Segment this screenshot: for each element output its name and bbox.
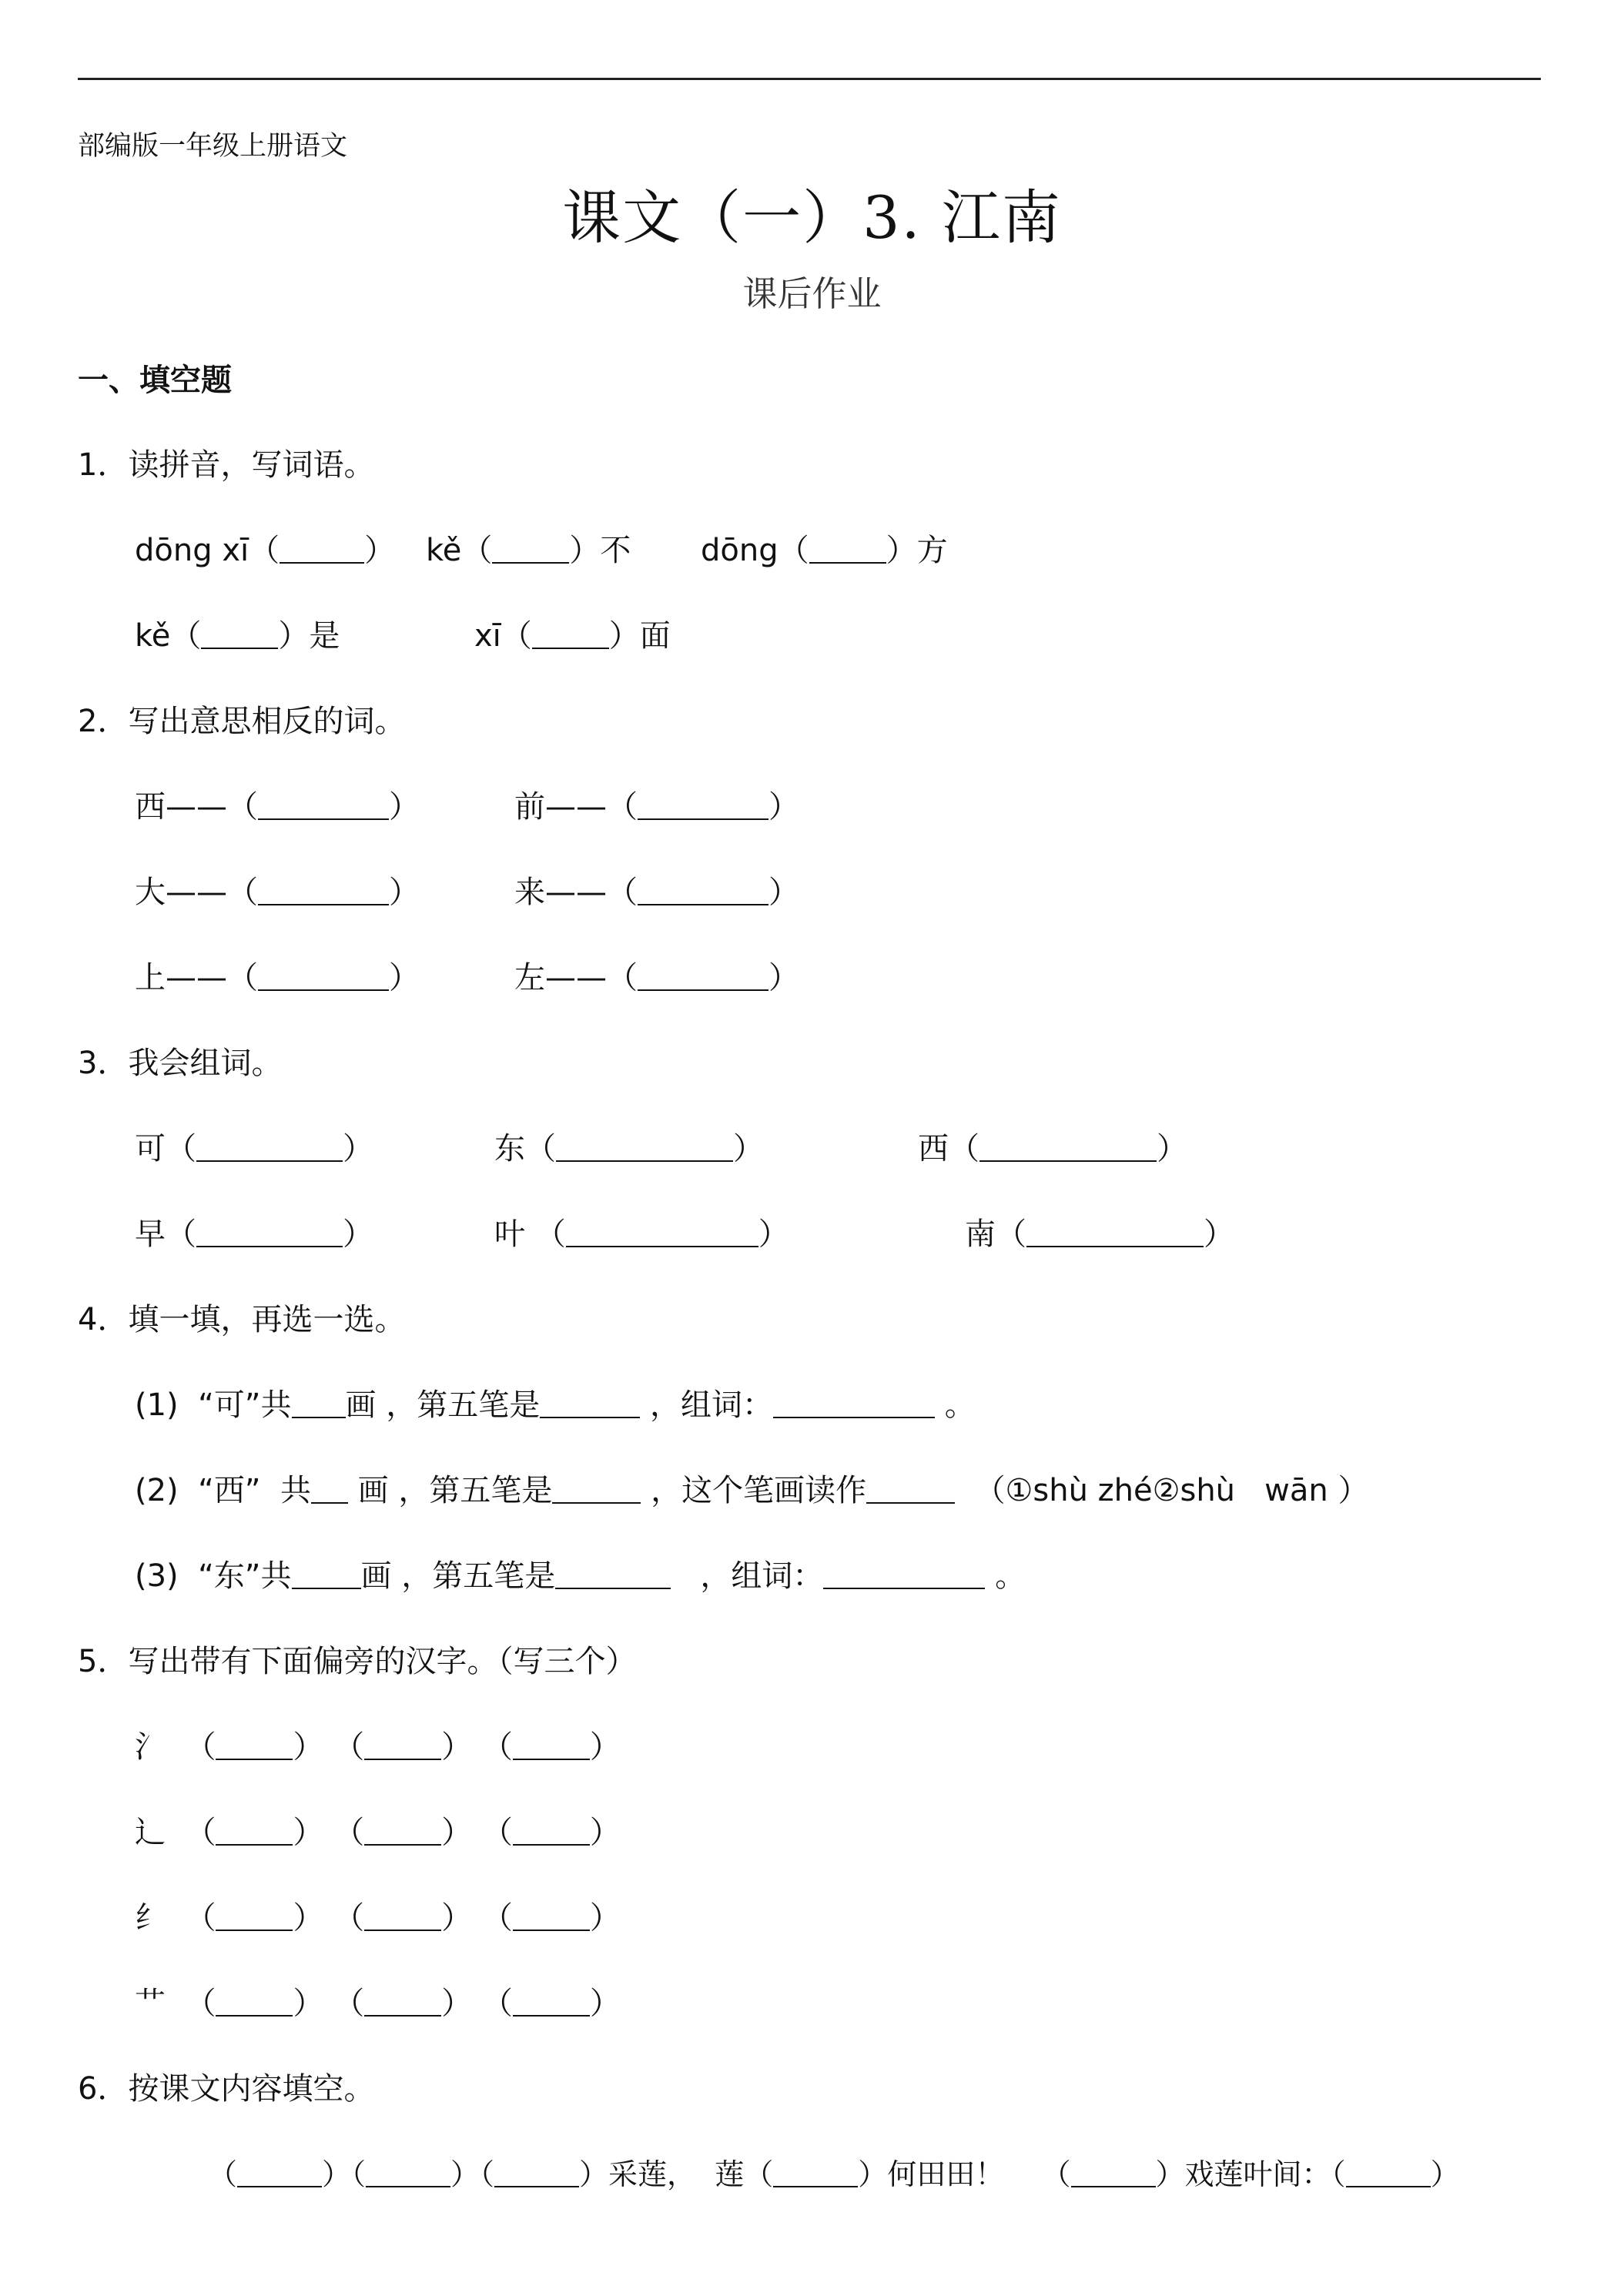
answer-blank[interactable] <box>292 1386 346 1418</box>
q3-item: 南（ ） <box>965 1217 1234 1252</box>
answer-blank[interactable] <box>364 1728 441 1760</box>
answer-blank[interactable] <box>196 1215 343 1247</box>
answer-blank[interactable] <box>556 1130 733 1162</box>
answer-blank[interactable] <box>492 531 569 564</box>
answer-blank[interactable] <box>866 1471 955 1504</box>
q3-item: 叶 （ ） <box>494 1217 789 1252</box>
q4-prompt: 4．填一填，再选一选。 <box>78 1302 406 1337</box>
q1-item: dōng（ ）方 <box>701 533 948 568</box>
answer-blank[interactable] <box>258 788 389 820</box>
q6-fill-line: （ ）（ ）（ ）采莲， 莲（ ）何田田！ （ ）戏莲叶间：（ ） <box>208 2153 1460 2196</box>
section-title: 一、填空题 <box>78 363 232 398</box>
answer-blank[interactable] <box>513 1899 590 1931</box>
answer-blank[interactable] <box>823 1557 985 1589</box>
answer-blank[interactable] <box>216 1813 293 1846</box>
q2-item: 大——（ ） <box>135 875 420 910</box>
q5-row: 氵 （ ） （ ） （ ） <box>135 1729 621 1765</box>
radical: 氵 <box>135 1729 166 1765</box>
q2-prompt: 2．写出意思相反的词。 <box>78 704 406 739</box>
q5-row: 纟 （ ） （ ） （ ） <box>135 1900 621 1936</box>
answer-blank[interactable] <box>552 1471 641 1504</box>
answer-blank[interactable] <box>540 1386 640 1418</box>
answer-blank[interactable] <box>196 1130 343 1162</box>
q1-item: dōng xī（ ） <box>135 533 396 568</box>
answer-blank[interactable] <box>1346 2155 1431 2187</box>
top-rule <box>78 78 1541 80</box>
answer-blank[interactable] <box>364 1813 441 1846</box>
answer-blank[interactable] <box>532 617 609 649</box>
q1-item: xī（ ）面 <box>474 618 671 654</box>
answer-blank[interactable] <box>364 1984 441 2017</box>
answer-blank[interactable] <box>364 1899 441 1931</box>
radical: 辶 <box>135 1815 166 1850</box>
q2-item: 西——（ ） <box>135 789 420 825</box>
radical: 艹 <box>135 1986 166 2021</box>
answer-blank[interactable] <box>555 1557 671 1589</box>
q3-item: 西（ ） <box>918 1131 1187 1166</box>
answer-blank[interactable] <box>566 1215 758 1247</box>
answer-blank[interactable] <box>809 531 886 564</box>
q5-row: 辶 （ ） （ ） （ ） <box>135 1815 621 1850</box>
header-note: 部编版一年级上册语文 <box>78 131 348 162</box>
q3-item: 早（ ） <box>135 1217 373 1252</box>
answer-blank[interactable] <box>216 1899 293 1931</box>
answer-blank[interactable] <box>638 788 768 820</box>
page-subtitle: 课后作业 <box>742 273 882 314</box>
q2-item: 左——（ ） <box>514 960 799 996</box>
page-title: 课文（一）3. 江南 <box>562 183 1062 252</box>
answer-blank[interactable] <box>979 1130 1157 1162</box>
answer-blank[interactable] <box>513 1813 590 1846</box>
q3-item: 可（ ） <box>135 1131 373 1166</box>
answer-blank[interactable] <box>1071 2155 1156 2187</box>
answer-blank[interactable] <box>773 1386 935 1418</box>
q5-prompt: 5．写出带有下面偏旁的汉字。（写三个） <box>78 1644 637 1679</box>
q2-item: 来——（ ） <box>514 875 799 910</box>
answer-blank[interactable] <box>258 873 389 905</box>
q2-item: 上——（ ） <box>135 960 420 996</box>
q1-prompt: 1．读拼音，写词语。 <box>78 447 375 483</box>
q4-item: (3) “东”共 画 ，第五笔是 ，组词： 。 <box>135 1558 1026 1594</box>
answer-blank[interactable] <box>216 1728 293 1760</box>
answer-blank[interactable] <box>366 2155 450 2187</box>
answer-blank[interactable] <box>280 531 364 564</box>
answer-blank[interactable] <box>638 873 768 905</box>
q6-prompt: 6．按课文内容填空。 <box>78 2071 375 2107</box>
answer-blank[interactable] <box>638 959 768 991</box>
q4-item: (1) “可”共 画 ，第五笔是 ，组词： 。 <box>135 1387 976 1423</box>
answer-blank[interactable] <box>513 1984 590 2017</box>
answer-blank[interactable] <box>258 959 389 991</box>
answer-blank[interactable] <box>1026 1215 1204 1247</box>
radical: 纟 <box>135 1900 166 1936</box>
q2-item: 前——（ ） <box>514 789 799 825</box>
q3-prompt: 3．我会组词。 <box>78 1046 283 1081</box>
answer-blank[interactable] <box>311 1471 348 1504</box>
q5-row: 艹 （ ） （ ） （ ） <box>135 1986 621 2021</box>
answer-blank[interactable] <box>773 2155 858 2187</box>
answer-blank[interactable] <box>494 2155 579 2187</box>
q4-item: (2) “西” 共 画 ，第五笔是 ，这个笔画读作 （①shù zhé②shù wān ） <box>135 1473 1369 1508</box>
q1-item: kě（ ）不 <box>426 533 631 568</box>
answer-blank[interactable] <box>216 1984 293 2017</box>
q1-item: kě（ ）是 <box>135 618 340 654</box>
answer-blank[interactable] <box>292 1557 361 1589</box>
answer-blank[interactable] <box>201 617 278 649</box>
answer-blank[interactable] <box>237 2155 322 2187</box>
q3-item: 东（ ） <box>494 1131 764 1166</box>
answer-blank[interactable] <box>513 1728 590 1760</box>
